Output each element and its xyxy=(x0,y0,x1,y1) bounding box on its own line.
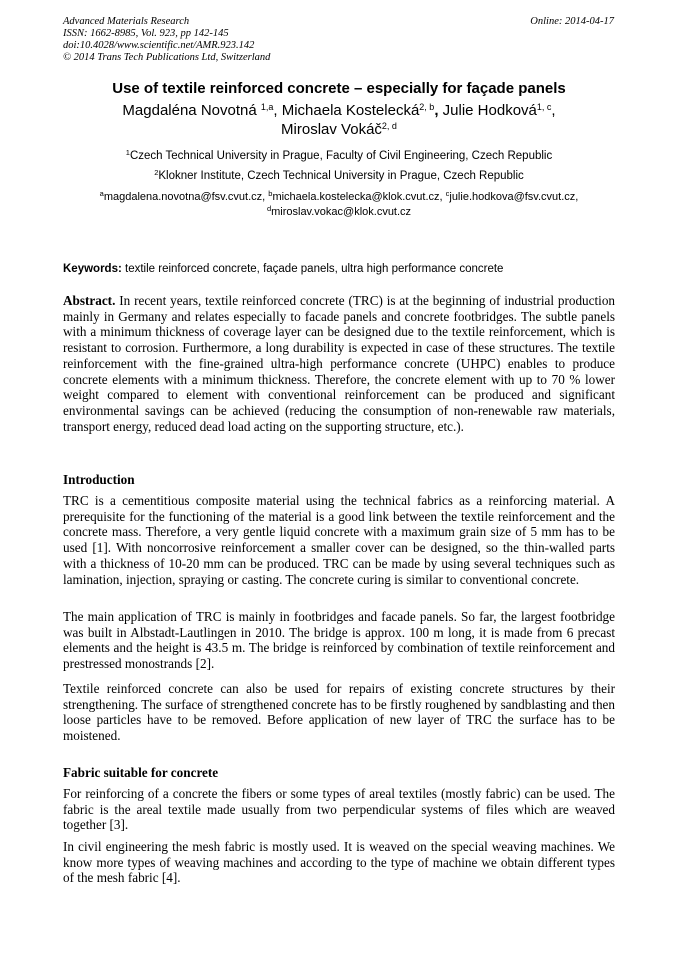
journal-header xyxy=(63,16,270,64)
abstract xyxy=(63,293,615,434)
paragraph: The main application of TRC is mainly in footbridges and facade panels. So far, the largest footbridge was built in Albstadt-Lautlingen in 2010. The bridge is approx. 100 m long, it is made from 6 precast elements and the height is 43.5 m. The bridge is reinforced by combination of textile reinforcement and prestressed monostrands [2]. xyxy=(63,609,615,672)
author-sup: 2, d xyxy=(381,121,397,131)
paper-title: Use of textile reinforced concrete – especially for façade panels xyxy=(112,80,566,97)
online-date: Online: 2014-04-17 xyxy=(530,16,614,27)
paragraph: In civil engineering the mesh fabric is mostly used. It is weaved on the special weaving machines. We know more types of weaving machines and according to the type of machine we obtain different types of the mesh fabric [4]. xyxy=(63,839,615,886)
author-sup: 1,a xyxy=(260,102,274,112)
email-link[interactable]: julie.hodkova@fsv.cvut.cz, xyxy=(449,191,579,203)
section-heading-fabric: Fabric suitable for concrete xyxy=(63,765,219,780)
paragraph: TRC is a cementitious composite material using the technical fabrics as a reinforcing material. A prerequisite for the functioning of the material is a good link between the textile reinforcement and the concrete mass. Therefore, a very gentle liquid concrete with a maximum grain size of 5 mm has to be used [1]. With noncorrosive reinforcement a smaller cover can be designed, so the thin-walled parts with a thickness of 10-20 mm can be produced. TRC can be made by using several techniques such as lamination, injection, spraying or casting. The concrete curing is similar to conventional concrete. xyxy=(63,493,615,587)
paragraph: Textile reinforced concrete can also be used for repairs of existing concrete structures by their strengthening. The surface of strengthened concrete has to be firstly roughened by sandblasting and then loose particles have to be removed. Before application of new layer of TRC the surface has to be moistened. xyxy=(63,681,615,744)
section-heading-introduction: Introduction xyxy=(63,472,135,487)
author-name: Miroslav Vokáč xyxy=(281,121,382,138)
doi-line: doi:10.4028/www.scientific.net/AMR.923.142 xyxy=(63,40,255,51)
email-link[interactable]: magdalena.novotna@fsv.cvut.cz, xyxy=(103,191,266,203)
abstract-label: Abstract. xyxy=(63,293,116,308)
author-sup: 1, c xyxy=(536,102,552,112)
abstract-text: In recent years, textile reinforced concrete (TRC) is at the beginning of industrial production mainly in Germany and relates especially to facade panels and concrete footbridges. The subtle panels with a minimum thickness of coverage layer can be designed due to the textile reinforcement, which is resistant to corrosion. Furthermore, a long durability is expected in case of these structures. The textile reinforcement with the fine-grained ultra-high performance concrete (UHPC) enables to produce concrete elements with a minimum thickness. Therefore, the concrete element with up to 70 % lower weight compared to element with conventional reinforcement can be produced and significant environmental savings can be achieved (reducing the consumption of non-renewable raw materials, transport energy, reduced dead load acting on the supporting structure, etc.). xyxy=(63,293,616,434)
author-name: Magdaléna Novotná xyxy=(122,102,257,119)
issn-line: ISSN: 1662-8985, Vol. 923, pp 142-145 xyxy=(63,28,229,39)
email-list: $^a$magdalena.novotna@fsv.cvut.cz, $^b$michaela.kostelecka@klok.cvut.cz, $^c$julie.hodkova@fsv.cvut.cz, $^d$miroslav.vokac@klok.cvut.cz xyxy=(99,189,579,218)
author-name: Michaela Kostelecká xyxy=(281,102,420,119)
email-link[interactable]: michaela.kostelecka@klok.cvut.cz, xyxy=(272,191,443,203)
affiliation-1: $^1$Czech Technical University in Prague, Faculty of Civil Engineering, Czech Republic xyxy=(125,148,553,162)
keywords-label: Keywords: xyxy=(63,263,122,275)
copyright-line: © 2014 Trans Tech Publications Ltd, Switzerland xyxy=(63,52,271,63)
keywords-text: textile reinforced concrete, façade panels, ultra high performance concrete xyxy=(125,263,504,275)
affiliation-2: $^2$Klokner Institute, Czech Technical University in Prague, Czech Republic xyxy=(154,168,524,182)
author-sup: 2, b xyxy=(419,102,435,112)
email-link[interactable]: miroslav.vokac@klok.cvut.cz xyxy=(271,206,412,218)
journal-name: Advanced Materials Research xyxy=(63,16,190,27)
keywords xyxy=(63,262,615,277)
author-list: Magdaléna Novotná $^{1,a}$, Michaela Kostelecká$^{2, b}$, Julie Hodková$^{1, c}$, Miroslav Vokáč$^{2, d}$ xyxy=(122,102,556,138)
author-name: Julie Hodková xyxy=(442,102,537,119)
paragraph: For reinforcing of a concrete the fibers or some types of areal textiles (mostly fabric) can be used. The fabric is the areal textile made usually from two perpendicular systems of files which are weaved together [3]. xyxy=(63,786,615,833)
